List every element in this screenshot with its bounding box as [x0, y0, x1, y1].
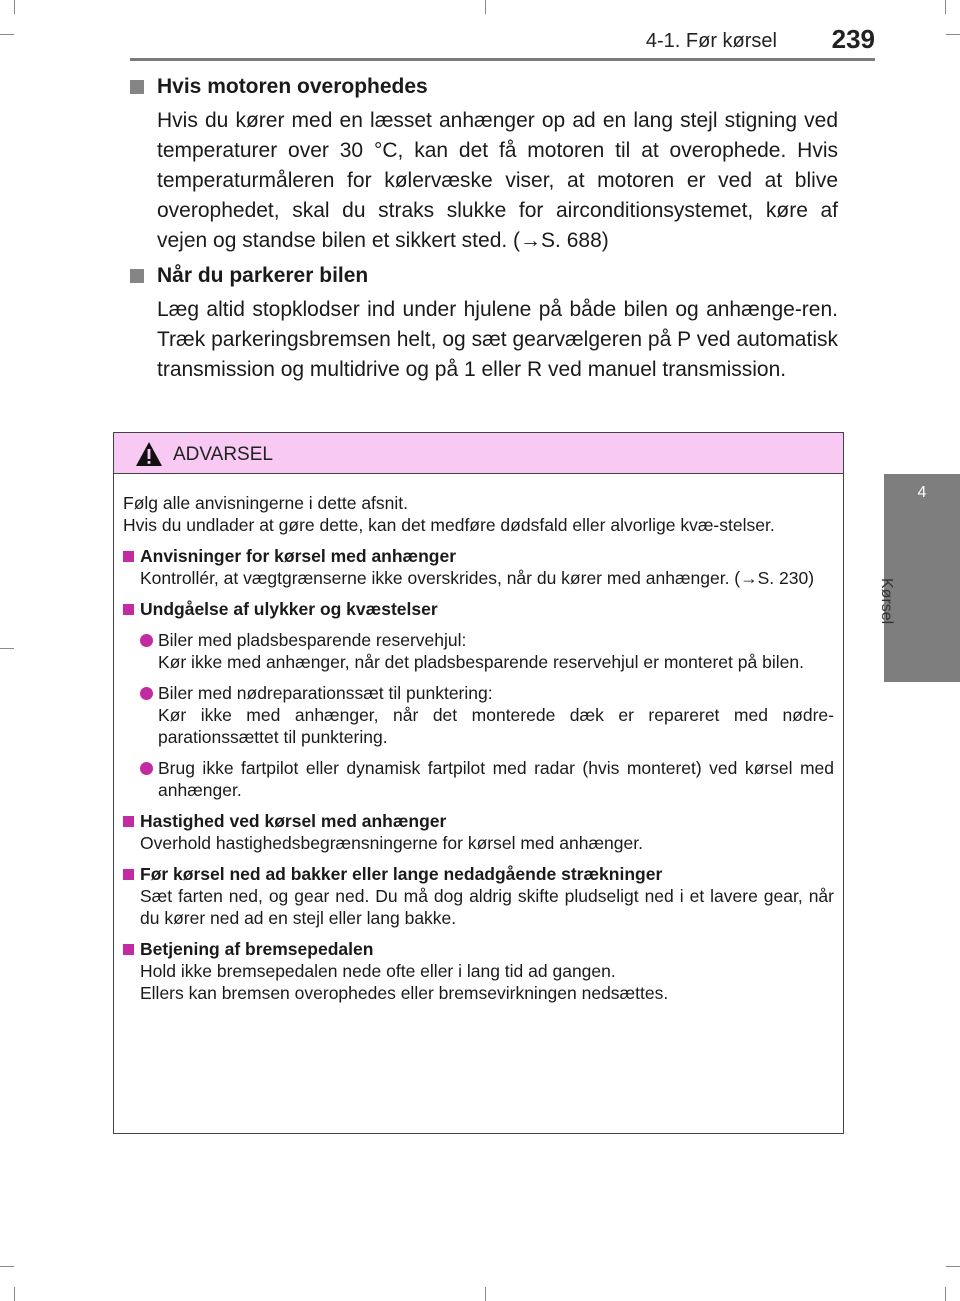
crop-mark [0, 648, 14, 649]
bullet-line: Kør ikke med anhænger, når det pladsbesparende reservehjul er monteret på bilen. [158, 652, 804, 672]
crop-mark [0, 34, 14, 35]
warning-item-text: Overhold hastighedsbegrænsningerne for kørsel med anhænger. [140, 833, 643, 853]
crop-mark [946, 1266, 960, 1267]
warning-bullet [123, 682, 834, 748]
section-paragraph: Læg altid stopklodser ind under hjulene på både bilen og anhænge-ren. Træk parkeringsbremsen helt, og sæt gearvælgeren på P ved automatisk transmission og multidrive og på 1 eller R ved manuel transmission. [157, 298, 838, 381]
warning-item-text: Sæt farten ned, og gear ned. Du må dog aldrig skifte pludseligt ned i et lavere gear, når du kører ned ad en stejl eller lang bakke. [140, 886, 834, 928]
warning-intro: Følg alle anvisningerne i dette afsnit. [123, 493, 409, 513]
square-bullet-icon [123, 869, 134, 880]
circle-bullet-icon [140, 762, 153, 775]
bullet-line: Biler med nødreparationssæt til punktering: [158, 683, 493, 703]
crop-mark [14, 1287, 15, 1301]
warning-item-heading [123, 810, 834, 832]
square-bullet-icon [130, 80, 144, 94]
warning-item-text: Ellers kan bremsen overophedes eller bremsevirkningen nedsættes. [140, 983, 669, 1003]
crop-mark [14, 0, 15, 14]
warning-item-text: Kontrollér, at vægtgrænserne ikke overskrides, når du kører med anhænger. (→S. 230) [140, 568, 815, 588]
crop-mark [945, 0, 946, 14]
section-heading-text: Hvis motoren overophedes [157, 75, 428, 98]
warning-box [113, 432, 844, 1134]
section-heading [130, 263, 838, 289]
section-paragraph: Hvis du kører med en læsset anhænger op ad en lang stejl stigning ved temperaturer over 30 °C, kan det få motoren til at overophede. Hvis temperaturmåleren for kølervæske viser, at motoren er ved at blive overophedet, skal du straks slukke for airconditionsystemet, køre af vejen og standse bilen et sikkert sted. (→S. 688) [157, 109, 838, 252]
warning-item-heading-text: Undgåelse af ulykker og kvæstelser [140, 599, 438, 619]
crop-mark [946, 34, 960, 35]
warning-body [114, 474, 843, 1004]
section-heading-text: Når du parkerer bilen [157, 264, 369, 287]
chapter-number: 4 [917, 484, 927, 501]
square-bullet-icon [123, 944, 134, 955]
section-parking [130, 263, 838, 385]
chapter-tab [884, 474, 960, 682]
square-bullet-icon [123, 551, 134, 562]
square-bullet-icon [123, 604, 134, 615]
bullet-line: Biler med pladsbesparende reservehjul: [158, 630, 467, 650]
bullet-line: Brug ikke fartpilot eller dynamisk fartpilot med radar (hvis monteret) ved kørsel med anhænger. [158, 758, 834, 800]
section-heading [130, 74, 838, 100]
warning-item-heading [123, 863, 834, 885]
warning-item-heading [123, 938, 834, 960]
square-bullet-icon [130, 269, 144, 283]
crop-mark [0, 1266, 14, 1267]
section-overheat [130, 74, 838, 256]
warning-header [114, 433, 843, 474]
circle-bullet-icon [140, 687, 153, 700]
warning-bullet [123, 629, 834, 673]
warning-item-heading [123, 598, 834, 620]
warning-item-heading-text: Hastighed ved kørsel med anhænger [140, 811, 447, 831]
crop-mark [485, 1287, 486, 1301]
warning-bullet [123, 757, 834, 801]
square-bullet-icon [123, 816, 134, 827]
circle-bullet-icon [140, 634, 153, 647]
page-number: 239 [831, 24, 875, 54]
warning-intro-2: Hvis du undlader at gøre dette, kan det medføre dødsfald eller alvorlige kvæ-stelser. [123, 515, 775, 535]
warning-triangle-icon [135, 441, 163, 467]
page-header [130, 22, 875, 58]
warning-item-heading-text: Før kørsel ned ad bakker eller lange nedadgående strækninger [140, 864, 663, 884]
chapter-label: Kørsel [878, 578, 895, 625]
warning-title: ADVARSEL [173, 444, 273, 465]
warning-item-text: Hold ikke bremsepedalen nede ofte eller i lang tid ad gangen. [140, 961, 616, 981]
bullet-line: Kør ikke med anhænger, når det monterede dæk er repareret med nødre-parationssættet til punktering. [158, 705, 834, 747]
header-rule [130, 58, 875, 61]
warning-item-heading [123, 545, 834, 567]
warning-item-heading-text: Anvisninger for kørsel med anhænger [140, 546, 457, 566]
warning-item-heading-text: Betjening af bremsepedalen [140, 939, 374, 959]
crop-mark [485, 0, 486, 14]
section-title: 4-1. Før kørsel [645, 30, 777, 52]
crop-mark [945, 1287, 946, 1301]
